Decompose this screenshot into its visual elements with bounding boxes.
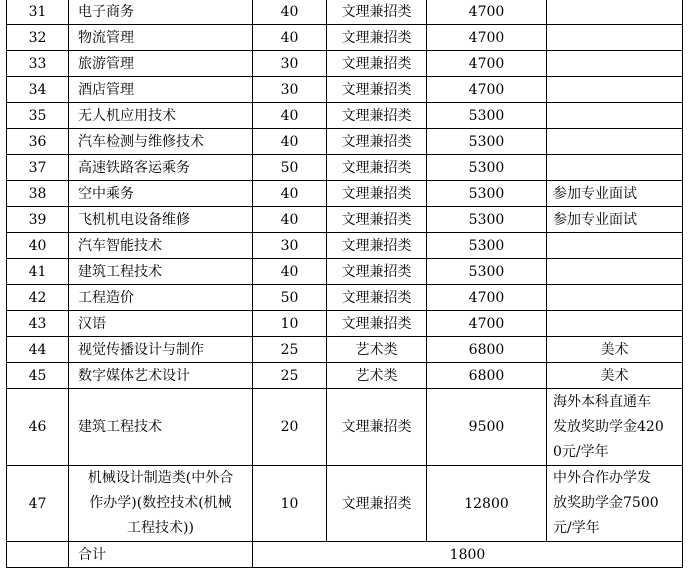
major-name — [69, 466, 253, 542]
total-label: 合计 — [69, 542, 253, 568]
plan-count: 40 — [253, 259, 327, 285]
table-row — [7, 363, 683, 389]
plan-count: 25 — [253, 337, 327, 363]
row-number: 32 — [7, 25, 69, 51]
remark — [547, 285, 683, 311]
remark — [547, 129, 683, 155]
tuition-fee: 5300 — [427, 259, 547, 285]
admission-category: 文理兼招类 — [327, 77, 427, 103]
admission-category: 艺术类 — [327, 363, 427, 389]
major-name: 汽车检测与维修技术 — [69, 129, 253, 155]
admission-category: 文理兼招类 — [327, 259, 427, 285]
major-name: 空中乘务 — [69, 181, 253, 207]
admission-category: 文理兼招类 — [327, 285, 427, 311]
table-row — [7, 25, 683, 51]
tuition-fee: 4700 — [427, 285, 547, 311]
admission-category: 文理兼招类 — [327, 103, 427, 129]
remark — [547, 51, 683, 77]
plan-count: 30 — [253, 51, 327, 77]
plan-count: 40 — [253, 103, 327, 129]
row-number: 46 — [7, 389, 69, 466]
major-name: 无人机应用技术 — [69, 103, 253, 129]
tuition-fee: 4700 — [427, 51, 547, 77]
tuition-fee: 4700 — [427, 77, 547, 103]
remark — [547, 77, 683, 103]
admission-category: 文理兼招类 — [327, 25, 427, 51]
major-name: 酒店管理 — [69, 77, 253, 103]
table-row — [7, 389, 683, 466]
table-row — [7, 233, 683, 259]
row-number: 39 — [7, 207, 69, 233]
tuition-fee: 4700 — [427, 25, 547, 51]
row-number: 42 — [7, 285, 69, 311]
tuition-fee: 5300 — [427, 155, 547, 181]
major-name: 飞机机电设备维修 — [69, 207, 253, 233]
tuition-fee: 6800 — [427, 337, 547, 363]
row-number: 38 — [7, 181, 69, 207]
table-row — [7, 285, 683, 311]
admission-category: 文理兼招类 — [327, 233, 427, 259]
tuition-fee: 4700 — [427, 311, 547, 337]
plan-count: 40 — [253, 0, 327, 25]
plan-count: 40 — [253, 181, 327, 207]
major-name-line: 工程技术)) — [127, 520, 194, 536]
remark-line: 0元/学年 — [553, 443, 609, 460]
admission-category: 文理兼招类 — [327, 389, 427, 466]
table-row — [7, 51, 683, 77]
row-number: 37 — [7, 155, 69, 181]
row-number: 36 — [7, 129, 69, 155]
plan-count: 10 — [253, 466, 327, 542]
admission-category: 文理兼招类 — [327, 311, 427, 337]
tuition-fee: 5300 — [427, 103, 547, 129]
major-name: 建筑工程技术 — [69, 389, 253, 466]
row-number: 44 — [7, 337, 69, 363]
admission-category: 文理兼招类 — [327, 51, 427, 77]
plan-count: 40 — [253, 129, 327, 155]
remark — [547, 103, 683, 129]
table-row — [7, 155, 683, 181]
plan-count: 50 — [253, 155, 327, 181]
row-number: 47 — [7, 466, 69, 542]
row-number: 34 — [7, 77, 69, 103]
remark — [547, 25, 683, 51]
table-body — [7, 0, 683, 568]
table-row — [7, 0, 683, 25]
remark — [547, 466, 683, 542]
admission-category: 文理兼招类 — [327, 129, 427, 155]
major-name: 汉语 — [69, 311, 253, 337]
major-name: 高速铁路客运乘务 — [69, 155, 253, 181]
remark-line: 发放奖助学金420 — [553, 418, 664, 435]
plan-count: 30 — [253, 77, 327, 103]
row-number: 40 — [7, 233, 69, 259]
admission-category: 文理兼招类 — [327, 181, 427, 207]
total-value: 1800 — [253, 542, 683, 568]
total-blank — [7, 542, 69, 568]
remark: 美术 — [547, 337, 683, 363]
tuition-fee: 9500 — [427, 389, 547, 466]
table-row — [7, 337, 683, 363]
tuition-fee: 6800 — [427, 363, 547, 389]
admission-category: 文理兼招类 — [327, 207, 427, 233]
enrollment-plan-table — [6, 0, 683, 568]
row-number: 41 — [7, 259, 69, 285]
plan-count: 10 — [253, 311, 327, 337]
tuition-fee: 5300 — [427, 181, 547, 207]
tuition-fee: 4700 — [427, 0, 547, 25]
remark-line: 放奖助学金7500 — [553, 495, 659, 511]
remark — [547, 311, 683, 337]
admission-category: 文理兼招类 — [327, 466, 427, 542]
major-name: 视觉传播设计与制作 — [69, 337, 253, 363]
plan-count: 40 — [253, 207, 327, 233]
plan-count: 30 — [253, 233, 327, 259]
remark — [547, 0, 683, 25]
table-row — [7, 129, 683, 155]
major-name-line: 机械设计制造类(中外合 — [87, 470, 234, 486]
major-name: 数字媒体艺术设计 — [69, 363, 253, 389]
remark-line: 中外合作办学发 — [553, 470, 651, 486]
row-number: 31 — [7, 0, 69, 25]
table-row — [7, 207, 683, 233]
row-number: 35 — [7, 103, 69, 129]
tuition-fee: 5300 — [427, 207, 547, 233]
major-name: 工程造价 — [69, 285, 253, 311]
total-row — [7, 542, 683, 568]
remark — [547, 155, 683, 181]
remark: 美术 — [547, 363, 683, 389]
admission-category: 文理兼招类 — [327, 155, 427, 181]
tuition-fee: 12800 — [427, 466, 547, 542]
major-name: 建筑工程技术 — [69, 259, 253, 285]
major-name: 电子商务 — [69, 0, 253, 25]
admission-category: 艺术类 — [327, 337, 427, 363]
row-number: 33 — [7, 51, 69, 77]
table-row — [7, 311, 683, 337]
remark-line: 元/学年 — [553, 520, 600, 536]
major-name-line: 作办学)(数控技术(机械 — [89, 495, 232, 511]
table-row — [7, 77, 683, 103]
major-name: 物流管理 — [69, 25, 253, 51]
plan-count: 50 — [253, 285, 327, 311]
plan-count: 25 — [253, 363, 327, 389]
table-row — [7, 181, 683, 207]
plan-count: 40 — [253, 25, 327, 51]
row-number: 45 — [7, 363, 69, 389]
plan-count: 20 — [253, 389, 327, 466]
remark — [547, 389, 683, 466]
remark-line: 海外本科直通车 — [553, 393, 651, 410]
major-name: 旅游管理 — [69, 51, 253, 77]
remark: 参加专业面试 — [547, 181, 683, 207]
remark — [547, 233, 683, 259]
tuition-fee: 5300 — [427, 233, 547, 259]
table-row — [7, 259, 683, 285]
tuition-fee: 5300 — [427, 129, 547, 155]
major-name: 汽车智能技术 — [69, 233, 253, 259]
remark — [547, 259, 683, 285]
remark: 参加专业面试 — [547, 207, 683, 233]
table-row — [7, 103, 683, 129]
admission-category: 文理兼招类 — [327, 0, 427, 25]
table-row — [7, 466, 683, 542]
row-number: 43 — [7, 311, 69, 337]
